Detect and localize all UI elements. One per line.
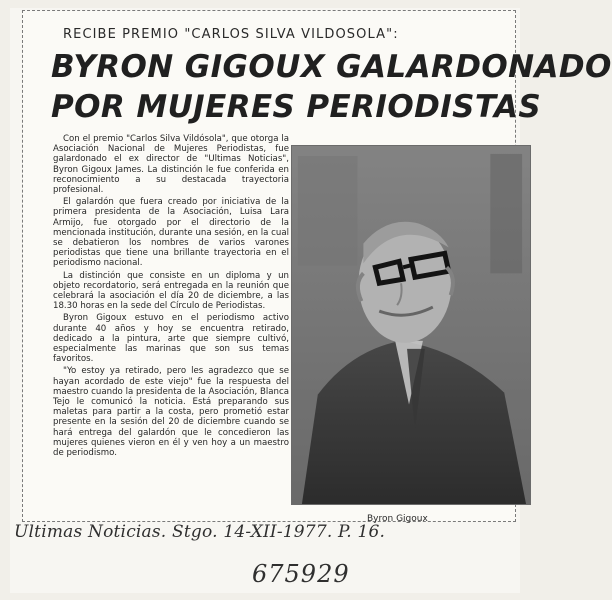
article-paragraph: El galardón que fuera creado por iniciativa de la primera presidenta de la Asociación, Luisa Lara Armijo, fue otorgado por el directorio de la mencionada institución, durante una sesión, en la cual se debatieron los nombres de varios varones periodistas que tiene una brillante trayectoria en el periodismo nacional. xyxy=(53,197,289,269)
article-paragraph: Con el premio "Carlos Silva Vildósola", que otorga la Asociación Nacional de Mujeres Periodistas, fue galardonado el ex director de "Ultimas Noticias", Byron Gigoux James. La distinción le fue conferida en reconocimiento a su destacada trayectoria profesional. xyxy=(53,134,289,196)
handwritten-reference-number: 675929 xyxy=(252,560,350,588)
article-paragraph: Byron Gigoux estuvo en el periodismo activo durante 40 años y hoy se encuentra retirado, dedicado a la pintura, arte que siempre cultivó, especialmente las marinas que son sus temas favoritos. xyxy=(53,313,289,365)
newspaper-clipping xyxy=(22,10,612,524)
article-paragraph: "Yo estoy ya retirado, pero les agradezco que se hayan acordado de este viejo" fue la respuesta del maestro cuando la presidenta de la Asociación, Blanca Tejo le comunicó la noticia. Está preparando sus maletas para partir a la costa, pero prometió estar presente en la sesión del 20 de diciembre cuando se hará entrega del galardón que le concedieron las mujeres quienes vieron en él y ven hoy a un maestro de periodismo. xyxy=(53,366,289,459)
headline-line-2: POR MUJERES PERIODISTAS xyxy=(51,89,542,125)
portrait-photo xyxy=(291,145,531,505)
handwritten-source-note: Ultimas Noticias. Stgo. 14-XII-1977. P. 16. xyxy=(14,522,386,542)
article-headline xyxy=(51,47,612,127)
article-kicker: RECIBE PREMIO "CARLOS SILVA VILDOSOLA": xyxy=(63,27,399,42)
article-paragraph: La distinción que consiste en un diploma y un objeto recordatorio, será entregada en la reunión que celebrará la asociación el día 20 de diciembre, a las 18.30 horas en la sede del Círculo de Periodistas. xyxy=(53,270,289,312)
article-body xyxy=(53,134,289,460)
headline-line-1: BYRON GIGOUX GALARDONADO xyxy=(51,49,612,85)
photo-caption: Byron Gigoux xyxy=(367,514,428,524)
